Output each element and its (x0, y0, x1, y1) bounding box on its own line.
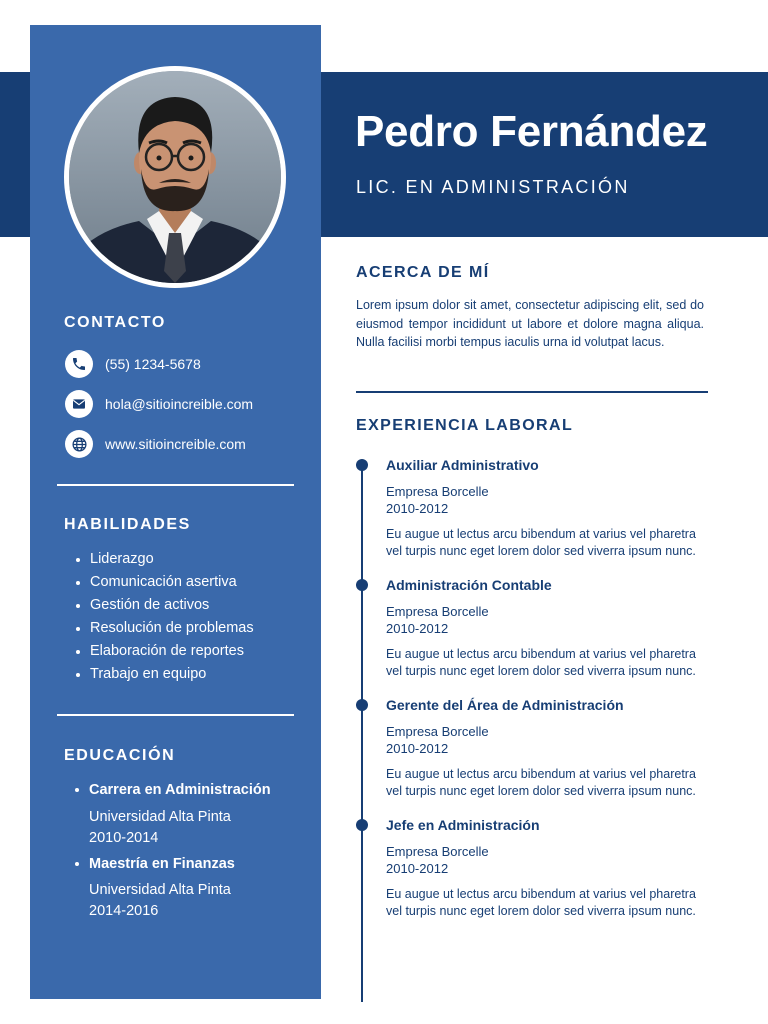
job-title: Auxiliar Administrativo (386, 457, 539, 473)
contact-phone-text: (55) 1234-5678 (105, 356, 201, 372)
job-company: Empresa Borcelle (386, 604, 489, 619)
mail-icon (65, 390, 93, 418)
experience-item (386, 457, 716, 560)
skill-item: Elaboración de reportes (64, 640, 254, 663)
job-description: Eu augue ut lectus arcu bibendum at varius vel pharetra vel turpis nunc eget lorem dolor sed viverra ipsum nunc. (386, 647, 696, 678)
job-years: 2010-2012 (386, 621, 449, 636)
sidebar-divider (57, 714, 294, 716)
profile-photo (64, 66, 286, 288)
globe-icon (65, 430, 93, 458)
job-description: Eu augue ut lectus arcu bibendum at varius vel pharetra vel turpis nunc eget lorem dolor sed viverra ipsum nunc. (386, 887, 696, 918)
job-years: 2010-2012 (386, 861, 449, 876)
contact-phone (64, 350, 304, 380)
education-school: Universidad Alta Pinta (89, 882, 231, 898)
contact-heading: CONTACTO (64, 314, 166, 331)
sidebar-divider (57, 484, 294, 486)
job-company: Empresa Borcelle (386, 484, 489, 499)
candidate-name: Pedro Fernández (355, 107, 708, 156)
education-heading: EDUCACIÓN (64, 747, 176, 764)
experience-item (386, 817, 716, 920)
about-text: Lorem ipsum dolor sit amet, consectetur adipiscing elit, sed do eiusmod tempor incididunt ut labore et dolore magna aliqua. Nulla facilisi morbi tempus iaculis urna id volutpat lacus. (356, 298, 704, 350)
job-title: Gerente del Área de Administración (386, 697, 624, 713)
section-divider (356, 391, 708, 393)
job-company: Empresa Borcelle (386, 844, 489, 859)
education-years: 2010-2014 (89, 830, 159, 846)
job-description: Eu augue ut lectus arcu bibendum at varius vel pharetra vel turpis nunc eget lorem dolor sed viverra ipsum nunc. (386, 767, 696, 798)
contact-website (64, 430, 304, 460)
education-degree: Maestría en Finanzas (64, 854, 235, 874)
timeline-dot (356, 699, 368, 711)
contact-website-text: www.sitioincreible.com (105, 436, 246, 452)
education-item (64, 780, 271, 849)
experience-heading: EXPERIENCIA LABORAL (356, 417, 574, 434)
job-title: Jefe en Administración (386, 817, 540, 833)
job-years: 2010-2012 (386, 741, 449, 756)
experience-item (386, 697, 716, 800)
timeline-line (361, 465, 363, 1002)
skill-item: Resolución de problemas (64, 617, 254, 640)
skill-item: Trabajo en equipo (64, 663, 254, 686)
job-company: Empresa Borcelle (386, 724, 489, 739)
about-heading: ACERCA DE MÍ (356, 264, 490, 281)
skill-item: Liderazgo (64, 548, 254, 571)
education-years: 2014-2016 (89, 903, 159, 919)
education-school: Universidad Alta Pinta (89, 809, 231, 825)
contact-email-text: hola@sitioincreible.com (105, 396, 254, 412)
timeline-dot (356, 459, 368, 471)
skill-item: Comunicación asertiva (64, 571, 254, 594)
job-years: 2010-2012 (386, 501, 449, 516)
phone-icon (65, 350, 93, 378)
education-item (64, 854, 235, 922)
education-degree: Carrera en Administración (64, 780, 271, 800)
timeline-dot (356, 579, 368, 591)
job-description: Eu augue ut lectus arcu bibendum at varius vel pharetra vel turpis nunc eget lorem dolor sed viverra ipsum nunc. (386, 527, 696, 558)
contact-email (64, 390, 304, 420)
candidate-title: LIC. EN ADMINISTRACIÓN (356, 177, 630, 197)
experience-item (386, 577, 716, 680)
skill-item: Gestión de activos (64, 594, 254, 617)
job-title: Administración Contable (386, 577, 552, 593)
skills-heading: HABILIDADES (64, 516, 191, 533)
skills-list (64, 548, 254, 686)
timeline-dot (356, 819, 368, 831)
